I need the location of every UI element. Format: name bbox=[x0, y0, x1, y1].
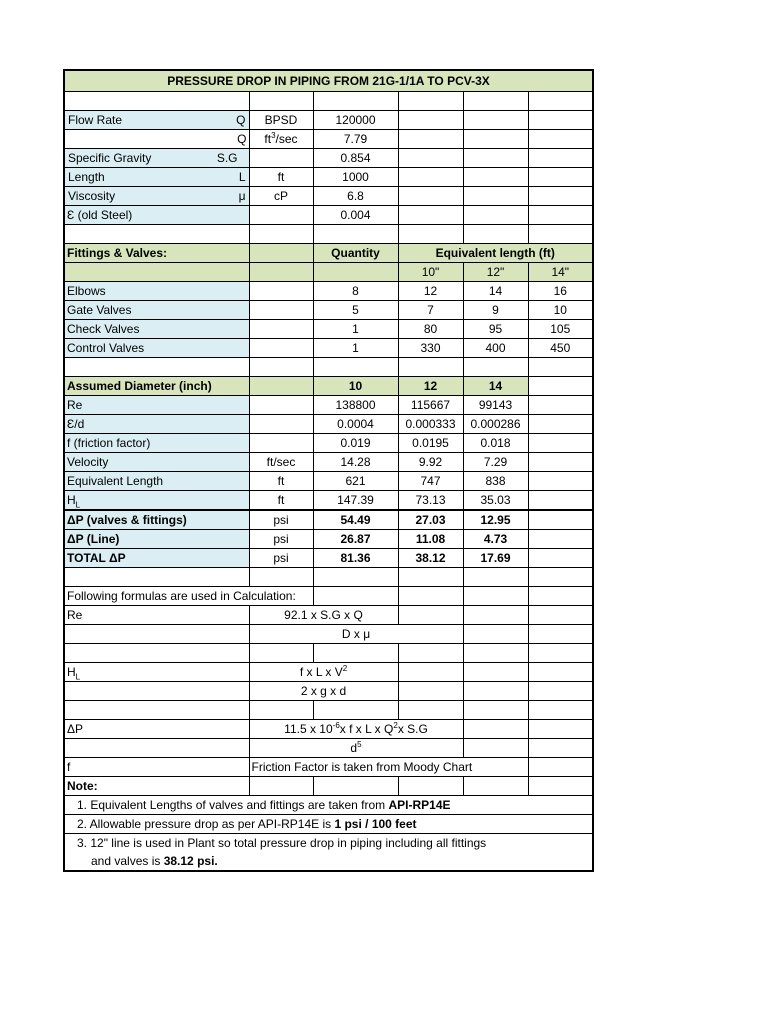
input-unit: cP bbox=[249, 187, 313, 206]
fitting-row bbox=[64, 282, 593, 301]
result-value: 99143 bbox=[463, 396, 528, 415]
result-unit: ft/sec bbox=[249, 453, 313, 472]
result-value: 81.36 bbox=[313, 549, 398, 568]
fitting-label: Control Valves bbox=[64, 339, 249, 358]
result-row bbox=[64, 510, 593, 530]
fittings-header: Fittings & Valves: bbox=[64, 244, 249, 263]
result-label: Velocity bbox=[64, 453, 249, 472]
fitting-qty: 1 bbox=[313, 320, 398, 339]
diameter-value: 14 bbox=[463, 377, 528, 396]
note-1: 1. Equivalent Lengths of valves and fittings are taken from API-RP14E bbox=[64, 796, 593, 815]
formula-label-dp: ΔP bbox=[64, 720, 249, 739]
note-2: 2. Allowable pressure drop as per API-RP14E is 1 psi / 100 feet bbox=[64, 815, 593, 834]
fitting-row bbox=[64, 301, 593, 320]
result-label: f (friction factor) bbox=[64, 434, 249, 453]
input-symbol: μ bbox=[238, 188, 246, 203]
formulas-intro: Following formulas are used in Calculation: bbox=[64, 587, 313, 606]
result-label: $H_L$ bbox=[64, 491, 249, 511]
input-value: 0.854 bbox=[313, 149, 398, 168]
fitting-eq: 450 bbox=[528, 339, 593, 358]
result-value: 147.39 bbox=[313, 491, 398, 511]
result-row bbox=[64, 453, 593, 472]
input-row bbox=[64, 168, 593, 187]
result-row bbox=[64, 415, 593, 434]
result-value: 115667 bbox=[398, 396, 463, 415]
input-row bbox=[64, 111, 593, 130]
result-unit bbox=[249, 396, 313, 415]
size-header: 12" bbox=[463, 263, 528, 282]
result-value: 0.0195 bbox=[398, 434, 463, 453]
input-row bbox=[64, 206, 593, 225]
fitting-eq: 400 bbox=[463, 339, 528, 358]
input-symbol: S.G bbox=[216, 150, 238, 165]
formula-label-f: f bbox=[64, 758, 249, 777]
fitting-label: Check Valves bbox=[64, 320, 249, 339]
quantity-header: Quantity bbox=[313, 244, 398, 263]
result-unit bbox=[249, 434, 313, 453]
formula-dp-denominator: $d^5$ bbox=[249, 739, 463, 758]
result-value: 0.000286 bbox=[463, 415, 528, 434]
input-unit: $ft^3/\sec$ bbox=[249, 130, 313, 149]
fitting-eq: 95 bbox=[463, 320, 528, 339]
result-value: 0.0004 bbox=[313, 415, 398, 434]
result-value: 0.018 bbox=[463, 434, 528, 453]
result-unit: psi bbox=[249, 530, 313, 549]
result-value: 747 bbox=[398, 472, 463, 491]
result-unit: psi bbox=[249, 510, 313, 530]
input-label: Ɛ (old Steel) bbox=[64, 206, 249, 225]
result-value: 838 bbox=[463, 472, 528, 491]
fitting-row bbox=[64, 339, 593, 358]
result-unit bbox=[249, 415, 313, 434]
result-value: 7.29 bbox=[463, 453, 528, 472]
formula-hl-denominator: 2 x g x d bbox=[249, 682, 398, 701]
result-value: 38.12 bbox=[398, 549, 463, 568]
result-label: Equivalent Length bbox=[64, 472, 249, 491]
size-header: 10" bbox=[398, 263, 463, 282]
formula-f-text: Friction Factor is taken from Moody Chart bbox=[249, 758, 528, 777]
notes-label: Note: bbox=[64, 777, 249, 796]
input-unit: BPSD bbox=[249, 111, 313, 130]
result-value: 73.13 bbox=[398, 491, 463, 511]
equivalent-length-header: Equivalent length (ft) bbox=[398, 244, 593, 263]
input-symbol: L bbox=[238, 169, 246, 184]
result-value: 0.000333 bbox=[398, 415, 463, 434]
fitting-eq: 330 bbox=[398, 339, 463, 358]
formula-label-re: Re bbox=[64, 606, 249, 625]
result-value: 138800 bbox=[313, 396, 398, 415]
note-3-line-1: 3. 12" line is used in Plant so total pressure drop in piping including all fittings bbox=[64, 834, 593, 853]
result-row bbox=[64, 530, 593, 549]
formula-dp-numerator: 11.5 x $10^{-6}x$ f x L x $Q^2x$ S.G bbox=[249, 720, 463, 739]
input-unit bbox=[249, 149, 313, 168]
result-value: 9.92 bbox=[398, 453, 463, 472]
result-value: 26.87 bbox=[313, 530, 398, 549]
fitting-eq: 105 bbox=[528, 320, 593, 339]
result-value: 621 bbox=[313, 472, 398, 491]
result-value: 12.95 bbox=[463, 510, 528, 530]
fitting-qty: 8 bbox=[313, 282, 398, 301]
input-row bbox=[64, 149, 593, 168]
diameter-value: 10 bbox=[313, 377, 398, 396]
result-unit: ft bbox=[249, 472, 313, 491]
input-unit: ft bbox=[249, 168, 313, 187]
result-value: 54.49 bbox=[313, 510, 398, 530]
result-value: 11.08 bbox=[398, 530, 463, 549]
size-header: 14" bbox=[528, 263, 593, 282]
diameter-value: 12 bbox=[398, 377, 463, 396]
fitting-eq: 16 bbox=[528, 282, 593, 301]
input-value: 7.79 bbox=[313, 130, 398, 149]
fitting-label: Gate Valves bbox=[64, 301, 249, 320]
input-symbol: Q bbox=[236, 112, 246, 127]
input-symbol: Q bbox=[64, 130, 249, 149]
input-value: 6.8 bbox=[313, 187, 398, 206]
result-row bbox=[64, 549, 593, 568]
result-unit: psi bbox=[249, 549, 313, 568]
formula-re-numerator: 92.1 x S.G x Q bbox=[249, 606, 398, 625]
result-row bbox=[64, 472, 593, 491]
result-label: Re bbox=[64, 396, 249, 415]
result-value: 14.28 bbox=[313, 453, 398, 472]
result-value: 27.03 bbox=[398, 510, 463, 530]
input-row bbox=[64, 130, 593, 149]
fitting-qty: 5 bbox=[313, 301, 398, 320]
formula-label-hl: $H_L$ bbox=[64, 663, 249, 682]
result-label: Ɛ/d bbox=[64, 415, 249, 434]
fitting-eq: 14 bbox=[463, 282, 528, 301]
input-value: 120000 bbox=[313, 111, 398, 130]
input-value: 1000 bbox=[313, 168, 398, 187]
result-value: 0.019 bbox=[313, 434, 398, 453]
result-value: 4.73 bbox=[463, 530, 528, 549]
result-value: 17.69 bbox=[463, 549, 528, 568]
fitting-eq: 7 bbox=[398, 301, 463, 320]
fitting-label: Elbows bbox=[64, 282, 249, 301]
result-label: ΔP (valves & fittings) bbox=[64, 510, 249, 530]
formula-re-denominator: D x μ bbox=[249, 625, 463, 644]
result-label: ΔP (Line) bbox=[64, 530, 249, 549]
fitting-row bbox=[64, 320, 593, 339]
input-label: Length bbox=[68, 169, 105, 184]
input-label: Specific Gravity bbox=[68, 150, 152, 165]
fitting-qty: 1 bbox=[313, 339, 398, 358]
fitting-eq: 80 bbox=[398, 320, 463, 339]
fitting-eq: 10 bbox=[528, 301, 593, 320]
input-label: Flow Rate bbox=[68, 112, 123, 127]
result-row bbox=[64, 434, 593, 453]
fitting-eq: 12 bbox=[398, 282, 463, 301]
note-3-line-2: and valves is 38.12 psi. bbox=[64, 852, 593, 871]
input-label: Viscosity bbox=[68, 188, 116, 203]
result-unit: ft bbox=[249, 491, 313, 511]
fitting-eq: 9 bbox=[463, 301, 528, 320]
diameter-header: Assumed Diameter (inch) bbox=[64, 377, 249, 396]
result-row bbox=[64, 491, 593, 511]
formula-hl-numerator: f x L x $V^2$ bbox=[249, 663, 398, 682]
result-value: 35.03 bbox=[463, 491, 528, 511]
sheet-title: PRESSURE DROP IN PIPING FROM 21G-1/1A TO PCV-3X bbox=[64, 70, 593, 92]
input-value: 0.004 bbox=[313, 206, 398, 225]
pressure-drop-table bbox=[63, 69, 594, 872]
input-row bbox=[64, 187, 593, 206]
result-row bbox=[64, 396, 593, 415]
result-label: TOTAL ΔP bbox=[64, 549, 249, 568]
